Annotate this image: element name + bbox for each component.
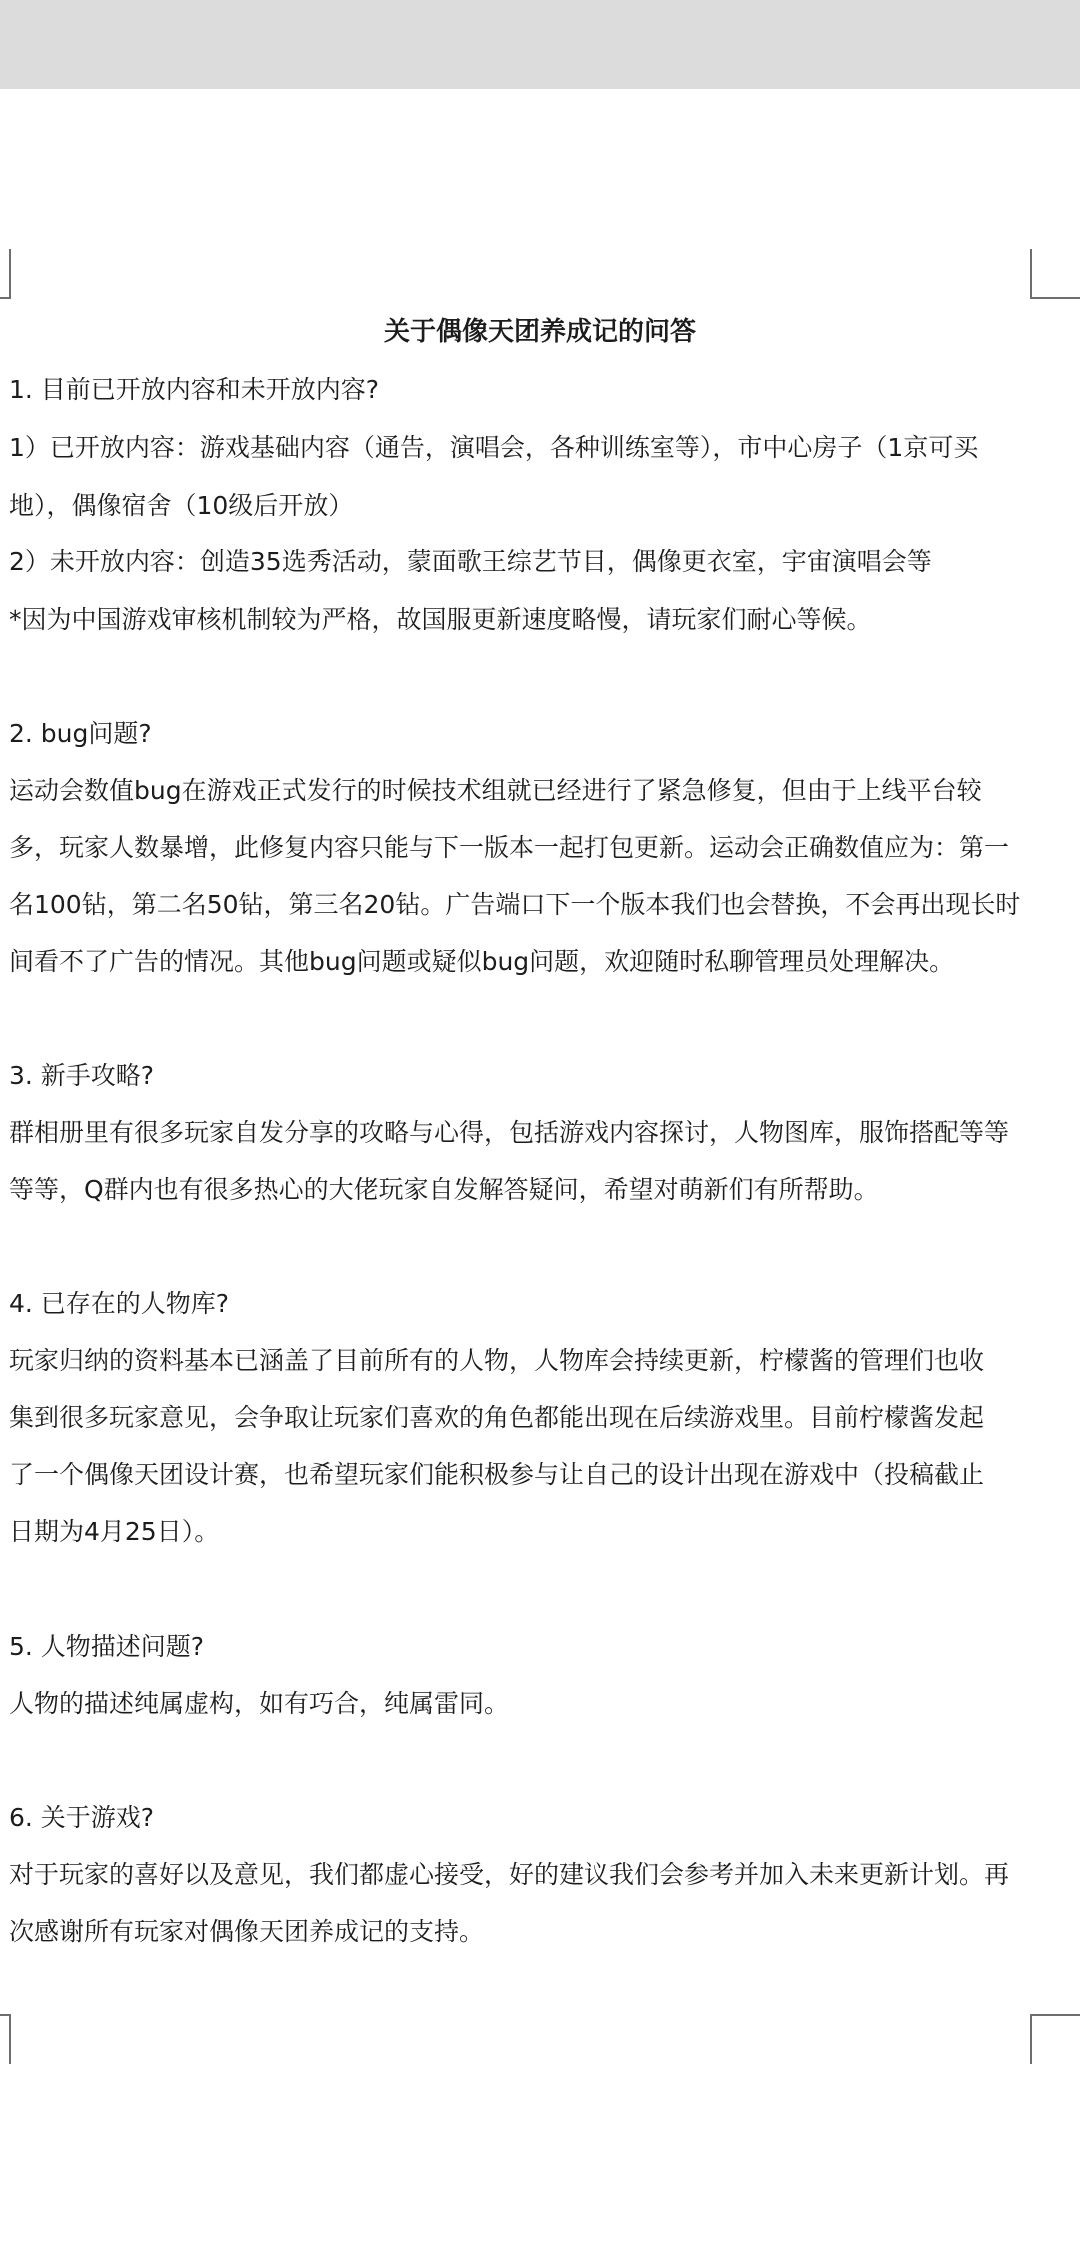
paragraph-line: 玩家归纳的资料基本已涵盖了目前所有的人物，人物库会持续更新，柠檬酱的管理们也收 (9, 1346, 985, 1375)
document-title: 关于偶像天团养成记的问答 (383, 317, 696, 347)
paragraph-line: 多，玩家人数暴增，此修复内容只能与下一版本一起打包更新。运动会正确数值应为：第一 (9, 833, 1010, 862)
paragraph-line: 集到很多玩家意见，会争取让玩家们喜欢的角色都能出现在后续游戏里。目前柠檬酱发起 (9, 1403, 985, 1432)
section-heading-3: 3. 新手攻略? (9, 1061, 155, 1090)
section-heading-4: 4. 已存在的人物库? (9, 1289, 230, 1318)
paragraph-line: 运动会数值bug在游戏正式发行的时候技术组就已经进行了紧急修复，但由于上线平台较 (9, 776, 982, 805)
section-heading-1: 1. 目前已开放内容和未开放内容? (9, 375, 380, 404)
section-heading-2: 2. bug问题? (9, 719, 152, 748)
paragraph-line: 地），偶像宿舍（10级后开放） (9, 491, 354, 520)
paragraph-line: 群相册里有很多玩家自发分享的攻略与心得，包括游戏内容探讨，人物图库，服饰搭配等等 (9, 1118, 1010, 1147)
top-bar (0, 0, 1080, 89)
paragraph-line: 了一个偶像天团设计赛，也希望玩家们能积极参与让自己的设计出现在游戏中（投稿截止 (9, 1460, 985, 1489)
paragraph-line: 次感谢所有玩家对偶像天团养成记的支持。 (9, 1917, 485, 1946)
paragraph-line: 对于玩家的喜好以及意见，我们都虚心接受，好的建议我们会参考并加入未来更新计划。再 (9, 1860, 1010, 1889)
page-corner-mark-top-right (1030, 249, 1080, 299)
paragraph-line: 等等，Q群内也有很多热心的大佬玩家自发解答疑问，希望对萌新们有所帮助。 (9, 1175, 879, 1204)
paragraph-line: 1）已开放内容：游戏基础内容（通告，演唱会，各种训练室等），市中心房子（1京可买 (9, 433, 979, 462)
paragraph-line: 间看不了广告的情况。其他bug问题或疑似bug问题，欢迎随时私聊管理员处理解决。 (9, 947, 955, 976)
page-corner-mark-bottom-left (0, 2014, 11, 2064)
paragraph-line: 名100钻，第二名50钻，第三名20钻。广告端口下一个版本我们也会替换，不会再出现长时 (9, 890, 1021, 919)
page-corner-mark-top-left (0, 249, 11, 299)
paragraph-line: 2）未开放内容：创造35选秀活动，蒙面歌王综艺节目，偶像更衣室，宇宙演唱会等 (9, 547, 932, 576)
section-heading-6: 6. 关于游戏? (9, 1803, 155, 1832)
page-corner-mark-bottom-right (1030, 2014, 1080, 2064)
paragraph-line: *因为中国游戏审核机制较为严格，故国服更新速度略慢，请玩家们耐心等候。 (9, 605, 872, 634)
section-heading-5: 5. 人物描述问题? (9, 1632, 205, 1661)
paragraph-line: 日期为4月25日）。 (9, 1517, 220, 1546)
paragraph-line: 人物的描述纯属虚构，如有巧合，纯属雷同。 (9, 1689, 510, 1718)
